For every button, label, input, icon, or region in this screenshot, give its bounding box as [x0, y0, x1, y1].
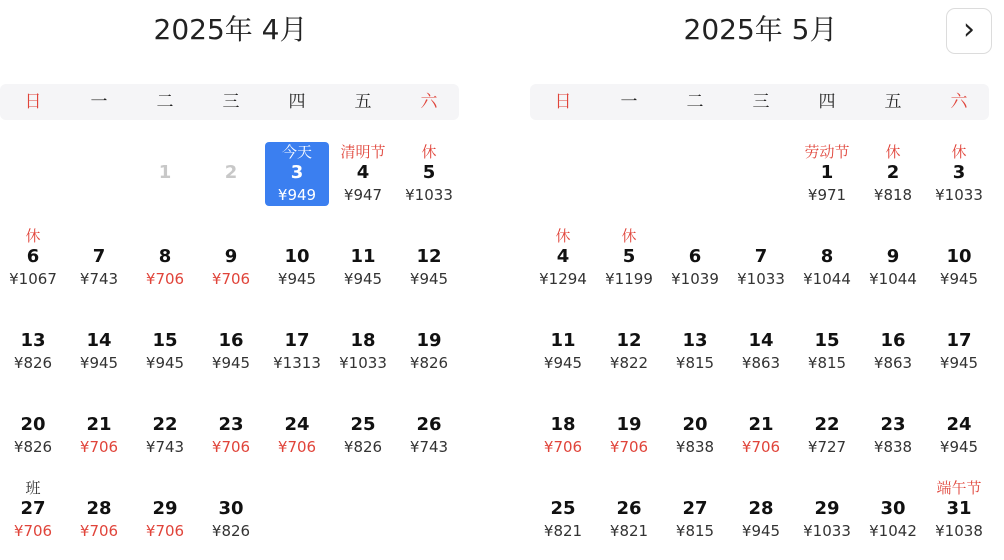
day-price: ¥947: [343, 186, 383, 204]
day-box: [530, 226, 596, 290]
day-number: 3: [290, 162, 304, 183]
weekday-label: 六: [420, 92, 438, 112]
day-cell[interactable]: [926, 378, 992, 462]
day-price: ¥706: [211, 438, 251, 456]
day-number: 1: [158, 162, 172, 183]
day-box: [596, 394, 662, 458]
day-cell-today[interactable]: [264, 126, 330, 210]
day-number: 14: [748, 330, 774, 351]
day-price: ¥822: [609, 354, 649, 372]
day-cell[interactable]: [0, 462, 66, 546]
day-price: ¥826: [343, 438, 383, 456]
day-box: [728, 394, 794, 458]
day-box: [132, 226, 198, 290]
day-number: 10: [946, 246, 972, 267]
day-price: ¥1313: [273, 354, 321, 372]
day-box: [596, 226, 662, 290]
day-number: 23: [218, 414, 244, 435]
day-cell[interactable]: [0, 378, 66, 462]
day-price: ¥1039: [671, 270, 719, 288]
day-tag: 休: [885, 143, 901, 161]
weekday-label: 六: [950, 92, 968, 112]
day-box: [198, 394, 264, 458]
day-price: ¥706: [79, 522, 119, 540]
day-box: [396, 394, 462, 458]
empty-day-cell: [264, 462, 330, 546]
day-cell[interactable]: [596, 462, 662, 546]
weekday-label: 二: [686, 92, 704, 112]
day-box: [530, 394, 596, 458]
day-cell[interactable]: [662, 210, 728, 294]
day-price: ¥945: [741, 522, 781, 540]
day-number: 20: [20, 414, 46, 435]
day-cell[interactable]: [198, 210, 264, 294]
day-number: 22: [814, 414, 840, 435]
day-tag: 休: [951, 143, 967, 161]
empty-day-cell: [330, 462, 396, 546]
weekday-label: 三: [222, 92, 240, 112]
day-price: ¥815: [675, 354, 715, 372]
day-number: 20: [682, 414, 708, 435]
day-cell[interactable]: [530, 378, 596, 462]
weekday-label: 一: [620, 92, 638, 112]
day-cell[interactable]: [264, 378, 330, 462]
day-number: 13: [682, 330, 708, 351]
day-tag: 清明节: [340, 143, 386, 161]
day-cell[interactable]: [662, 462, 728, 546]
day-cell[interactable]: [596, 378, 662, 462]
day-number: 4: [556, 246, 570, 267]
day-price: ¥706: [741, 438, 781, 456]
day-number: 19: [616, 414, 642, 435]
day-price: ¥706: [277, 438, 317, 456]
day-price: ¥1044: [869, 270, 917, 288]
day-tag: 休: [25, 227, 41, 245]
day-cell[interactable]: [596, 294, 662, 378]
day-price: ¥706: [211, 270, 251, 288]
day-box: [264, 394, 330, 458]
day-number: 25: [550, 498, 576, 519]
day-cell[interactable]: [198, 378, 264, 462]
weekday-label: 一: [90, 92, 108, 112]
day-price: ¥838: [873, 438, 913, 456]
day-number: 8: [820, 246, 834, 267]
day-cell[interactable]: [596, 210, 662, 294]
day-cell[interactable]: [794, 210, 860, 294]
day-box: [132, 394, 198, 458]
day-number: 9: [886, 246, 900, 267]
day-number: 2: [224, 162, 238, 183]
day-cell[interactable]: [66, 378, 132, 462]
weekday-header: [530, 84, 989, 120]
day-number: 28: [86, 498, 112, 519]
day-box: [926, 142, 992, 206]
day-price: ¥945: [211, 354, 251, 372]
weekday-label: 四: [288, 92, 306, 112]
day-cell[interactable]: [926, 126, 992, 210]
day-number: 18: [550, 414, 576, 435]
day-box: [264, 226, 330, 290]
day-number: 1: [820, 162, 834, 183]
day-price: ¥945: [939, 354, 979, 372]
day-number: 27: [682, 498, 708, 519]
day-number: 28: [748, 498, 774, 519]
day-box: [794, 478, 860, 542]
day-box: [596, 310, 662, 374]
month-may: [530, 0, 991, 560]
day-box: [198, 478, 264, 542]
day-cell: [198, 126, 264, 210]
day-cell[interactable]: [530, 210, 596, 294]
weekday-label: 二: [156, 92, 174, 112]
empty-day-cell: [396, 462, 462, 546]
day-box: [662, 394, 728, 458]
day-cell[interactable]: [728, 294, 794, 378]
day-cell[interactable]: [330, 210, 396, 294]
day-box: [330, 394, 396, 458]
day-cell[interactable]: [926, 210, 992, 294]
day-cell[interactable]: [728, 210, 794, 294]
day-number: 12: [416, 246, 442, 267]
day-number: 5: [622, 246, 636, 267]
day-price: ¥945: [277, 270, 317, 288]
day-number: 23: [880, 414, 906, 435]
day-box: [0, 478, 66, 542]
day-number: 14: [86, 330, 112, 351]
day-number: 29: [814, 498, 840, 519]
day-cell[interactable]: [0, 210, 66, 294]
day-box: [265, 142, 329, 206]
day-box: [530, 478, 596, 542]
day-price: ¥826: [13, 354, 53, 372]
day-price: ¥706: [79, 438, 119, 456]
day-price: ¥706: [145, 522, 185, 540]
day-tag: 端午节: [936, 479, 982, 497]
day-price: ¥1042: [869, 522, 917, 540]
day-box: [198, 226, 264, 290]
day-cell[interactable]: [794, 294, 860, 378]
day-number: 8: [158, 246, 172, 267]
day-number: 16: [218, 330, 244, 351]
day-price: ¥863: [741, 354, 781, 372]
day-price: ¥838: [675, 438, 715, 456]
day-price: ¥1038: [935, 522, 983, 540]
day-cell[interactable]: [794, 462, 860, 546]
day-cell[interactable]: [132, 294, 198, 378]
day-number: 21: [748, 414, 774, 435]
day-number: 11: [550, 330, 576, 351]
day-cell[interactable]: [264, 210, 330, 294]
day-price: ¥945: [79, 354, 119, 372]
day-number: 13: [20, 330, 46, 351]
day-number: 25: [350, 414, 376, 435]
day-tag: 休: [555, 227, 571, 245]
day-cell[interactable]: [264, 294, 330, 378]
day-cell[interactable]: [860, 294, 926, 378]
day-box: [264, 310, 330, 374]
day-price: ¥945: [939, 438, 979, 456]
day-price: ¥863: [873, 354, 913, 372]
day-cell[interactable]: [0, 294, 66, 378]
day-box: [662, 226, 728, 290]
day-cell[interactable]: [66, 462, 132, 546]
day-box: [132, 310, 198, 374]
day-price: ¥743: [409, 438, 449, 456]
day-box: [66, 478, 132, 542]
day-number: 7: [754, 246, 768, 267]
weekday-label: 五: [354, 92, 372, 112]
empty-day-cell: [66, 126, 132, 210]
day-cell[interactable]: [198, 294, 264, 378]
day-number: 6: [26, 246, 40, 267]
day-box: [926, 394, 992, 458]
weekday-label: 日: [24, 92, 42, 112]
day-price: ¥1033: [405, 186, 453, 204]
day-number: 24: [946, 414, 972, 435]
day-number: 29: [152, 498, 178, 519]
day-cell[interactable]: [662, 378, 728, 462]
day-number: 4: [356, 162, 370, 183]
day-cell[interactable]: [860, 462, 926, 546]
day-cell[interactable]: [728, 378, 794, 462]
day-box: [794, 310, 860, 374]
day-price: ¥949: [277, 186, 317, 204]
day-number: 10: [284, 246, 310, 267]
day-price: ¥815: [807, 354, 847, 372]
day-price: ¥826: [13, 438, 53, 456]
day-box: [860, 478, 926, 542]
day-number: 2: [886, 162, 900, 183]
day-box: [132, 142, 198, 206]
month-title: 2025年 5月: [683, 13, 838, 46]
day-price: ¥1294: [539, 270, 587, 288]
day-box: [728, 478, 794, 542]
day-cell[interactable]: [330, 126, 396, 210]
day-cell[interactable]: [66, 294, 132, 378]
empty-day-cell: [728, 126, 794, 210]
day-tag: 班: [25, 479, 41, 497]
day-cell: [132, 126, 198, 210]
day-cell[interactable]: [530, 462, 596, 546]
empty-day-cell: [530, 126, 596, 210]
day-cell[interactable]: [530, 294, 596, 378]
day-price: ¥826: [409, 354, 449, 372]
day-cell[interactable]: [794, 126, 860, 210]
day-box: [0, 310, 66, 374]
day-cell[interactable]: [198, 462, 264, 546]
day-box: [860, 142, 926, 206]
day-price: ¥1044: [803, 270, 851, 288]
weekday-label: 日: [554, 92, 572, 112]
day-number: 30: [218, 498, 244, 519]
weekday-label: 五: [884, 92, 902, 112]
day-box: [396, 142, 462, 206]
day-price: ¥706: [145, 270, 185, 288]
day-cell[interactable]: [396, 210, 462, 294]
day-price: ¥706: [13, 522, 53, 540]
day-cell[interactable]: [330, 378, 396, 462]
day-box: [396, 310, 462, 374]
weekday-header: [0, 84, 459, 120]
day-cell[interactable]: [728, 462, 794, 546]
chevron-right-icon: ›: [963, 12, 975, 47]
empty-day-cell: [662, 126, 728, 210]
day-box: [926, 478, 992, 542]
day-box: [0, 226, 66, 290]
day-number: 17: [946, 330, 972, 351]
day-cell[interactable]: [132, 462, 198, 546]
day-box: [794, 142, 860, 206]
day-box: [330, 310, 396, 374]
day-price: ¥706: [609, 438, 649, 456]
day-box: [596, 478, 662, 542]
day-box: [530, 310, 596, 374]
day-number: 12: [616, 330, 642, 351]
day-price: ¥1033: [803, 522, 851, 540]
day-price: ¥945: [939, 270, 979, 288]
day-cell[interactable]: [926, 294, 992, 378]
day-price: ¥1033: [737, 270, 785, 288]
day-box: [198, 142, 264, 206]
day-number: 31: [946, 498, 972, 519]
day-number: 15: [152, 330, 178, 351]
day-tag: 今天: [281, 143, 312, 161]
day-tag: 休: [621, 227, 637, 245]
month-april: [0, 0, 461, 560]
day-box: [860, 310, 926, 374]
day-cell[interactable]: [926, 462, 992, 546]
day-box: [132, 478, 198, 542]
day-number: 30: [880, 498, 906, 519]
day-box: [728, 226, 794, 290]
day-number: 18: [350, 330, 376, 351]
day-cell[interactable]: [132, 210, 198, 294]
day-price: ¥1033: [339, 354, 387, 372]
day-box: [926, 310, 992, 374]
day-box: [860, 226, 926, 290]
day-number: 26: [616, 498, 642, 519]
day-box: [66, 226, 132, 290]
weekday-label: 三: [752, 92, 770, 112]
month-title: 2025年 4月: [153, 13, 308, 46]
day-number: 17: [284, 330, 310, 351]
day-number: 24: [284, 414, 310, 435]
day-price: ¥821: [543, 522, 583, 540]
next-month-button[interactable]: [946, 8, 992, 54]
day-number: 3: [952, 162, 966, 183]
day-number: 7: [92, 246, 106, 267]
day-number: 9: [224, 246, 238, 267]
day-number: 16: [880, 330, 906, 351]
day-price: ¥1033: [935, 186, 983, 204]
day-number: 21: [86, 414, 112, 435]
day-tag: 休: [421, 143, 437, 161]
day-price: ¥945: [343, 270, 383, 288]
day-box: [860, 394, 926, 458]
day-cell[interactable]: [330, 294, 396, 378]
day-price: ¥821: [609, 522, 649, 540]
day-box: [66, 310, 132, 374]
day-number: 5: [422, 162, 436, 183]
day-cell[interactable]: [860, 210, 926, 294]
empty-day-cell: [596, 126, 662, 210]
day-cell[interactable]: [860, 378, 926, 462]
day-price: ¥727: [807, 438, 847, 456]
day-cell[interactable]: [396, 378, 462, 462]
day-number: 6: [688, 246, 702, 267]
day-cell[interactable]: [662, 294, 728, 378]
day-number: 19: [416, 330, 442, 351]
day-cell[interactable]: [396, 126, 462, 210]
day-box: [926, 226, 992, 290]
day-number: 15: [814, 330, 840, 351]
day-number: 11: [350, 246, 376, 267]
day-box: [66, 394, 132, 458]
day-price: ¥1199: [605, 270, 653, 288]
day-box: [662, 478, 728, 542]
day-price: ¥945: [409, 270, 449, 288]
day-price: ¥743: [79, 270, 119, 288]
day-price: ¥743: [145, 438, 185, 456]
day-box: [396, 226, 462, 290]
day-cell[interactable]: [794, 378, 860, 462]
day-cell[interactable]: [66, 210, 132, 294]
empty-day-cell: [0, 126, 66, 210]
day-number: 26: [416, 414, 442, 435]
day-box: [794, 226, 860, 290]
day-box: [330, 226, 396, 290]
weekday-label: 四: [818, 92, 836, 112]
day-cell[interactable]: [396, 294, 462, 378]
day-price: ¥706: [543, 438, 583, 456]
day-number: 22: [152, 414, 178, 435]
day-box: [0, 394, 66, 458]
day-price: ¥826: [211, 522, 251, 540]
day-box: [662, 310, 728, 374]
day-box: [330, 142, 396, 206]
day-cell[interactable]: [860, 126, 926, 210]
day-price: ¥815: [675, 522, 715, 540]
day-price: ¥818: [873, 186, 913, 204]
day-price: ¥1067: [9, 270, 57, 288]
day-box: [198, 310, 264, 374]
day-box: [794, 394, 860, 458]
day-box: [728, 310, 794, 374]
day-cell[interactable]: [132, 378, 198, 462]
day-price: ¥971: [807, 186, 847, 204]
day-tag: 劳动节: [804, 143, 850, 161]
day-number: 27: [20, 498, 46, 519]
day-price: ¥945: [145, 354, 185, 372]
day-price: ¥945: [543, 354, 583, 372]
